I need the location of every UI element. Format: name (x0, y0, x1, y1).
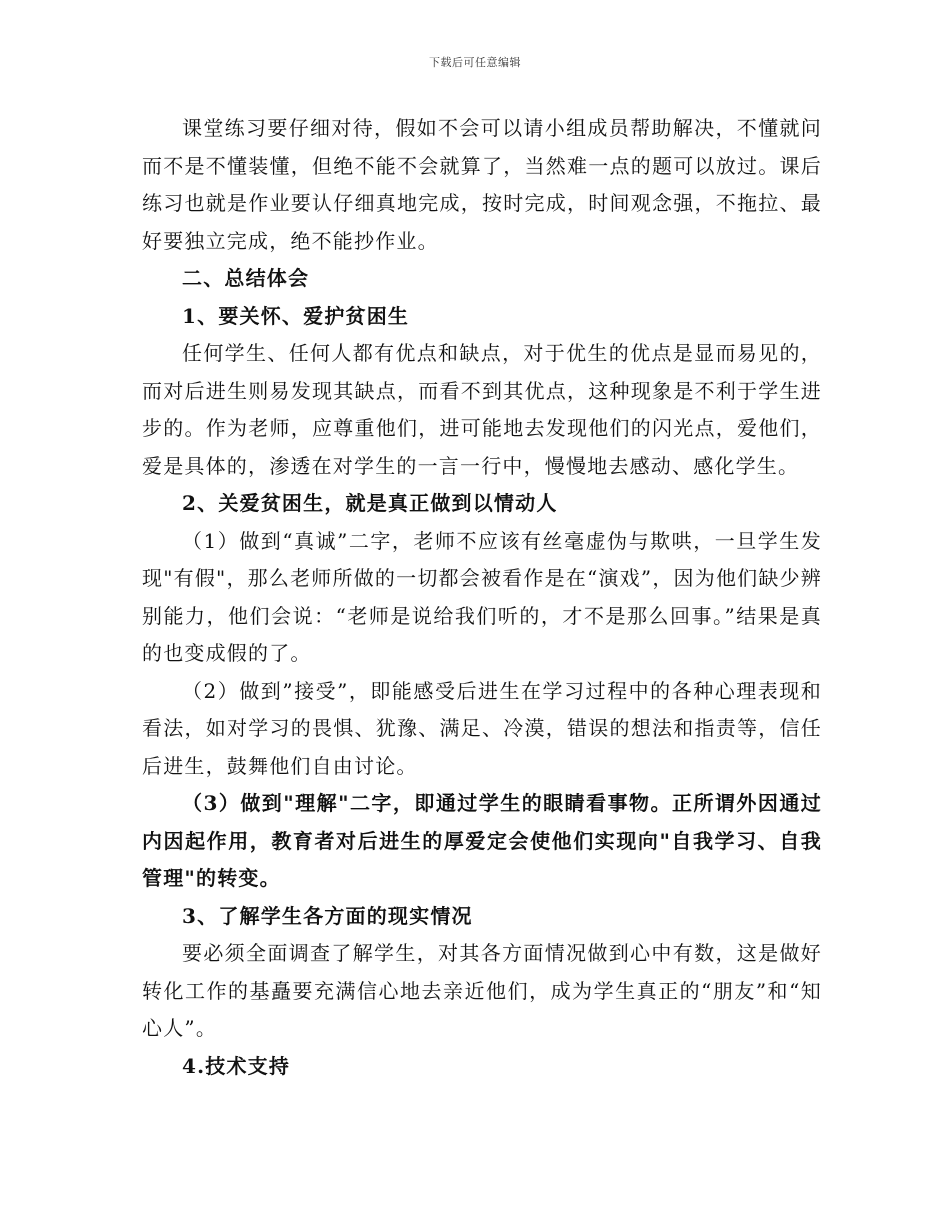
subheading-technical-support: 4.技术支持 (182, 1053, 291, 1078)
paragraph-strengths-weaknesses: 任何学生、任何人都有优点和缺点，对于优生的优点是显而易见的，而对后进生则易发现其缺点，而看不到其优点，这种现象是不利于学生进步的。作为老师，应尊重他们，进可能地去发现他们的闪光点，爱他们，爱是具体的，渗透在对学生的一言一行中，慢慢地去感动、感化学生。 (142, 341, 822, 478)
page-header: 下载后可任意编辑 (429, 56, 521, 69)
paragraph-investigate-students: 要必须全面调查了解学生，对其各方面情况做到心中有数，这是做好转化工作的基矗要充满信心地去亲近他们，成为学生真正的“朋友”和“知心人”。 (142, 941, 822, 1040)
section-heading-summary: 二、总结体会 (182, 266, 310, 290)
subheading-understand-students: 3、了解学生各方面的现实情况 (182, 903, 473, 928)
paragraph-classroom-practice: 课堂练习要仔细对待，假如不会可以请小组成员帮助解决，不懂就问而不是不懂装懂，但绝不能不会就算了，当然难一点的题可以放过。课后练习也就是作业要认仔细真地完成，按时完成，时间观念强，不拖拉、最好要独立完成，绝不能抄作业。 (142, 116, 822, 253)
subheading-move-with-emotion: 2、关爱贫困生，就是真正做到以情动人 (182, 491, 558, 515)
subheading-care-poor-students: 1、要关怀、爱护贫困生 (182, 303, 410, 328)
document-body (142, 110, 822, 1085)
paragraph-acceptance: （2）做到”接受”，即能感受后进生在学习过程中的各种心理表现和看法，如对学习的畏惧、犹豫、满足、冷漠，错误的想法和指责等，信任后进生，鼓舞他们自由讨论。 (142, 678, 822, 778)
paragraph-understanding: （3）做到"理解"二字，即通过学生的眼睛看事物。正所谓外因通过内因起作用，教育者对后进生的厚爱定会使他们实现向"自我学习、自我管理"的转变。 (142, 791, 822, 890)
paragraph-sincerity: （1）做到“真诚”二字，老师不应该有丝毫虚伪与欺哄，一旦学生发现"有假"，那么老师所做的一切都会被看作是在“演戏”，因为他们缺少辨别能力，他们会说：“老师是说给我们听的，才不是那么回事。”结果是真的也变成假的了。 (142, 528, 822, 665)
